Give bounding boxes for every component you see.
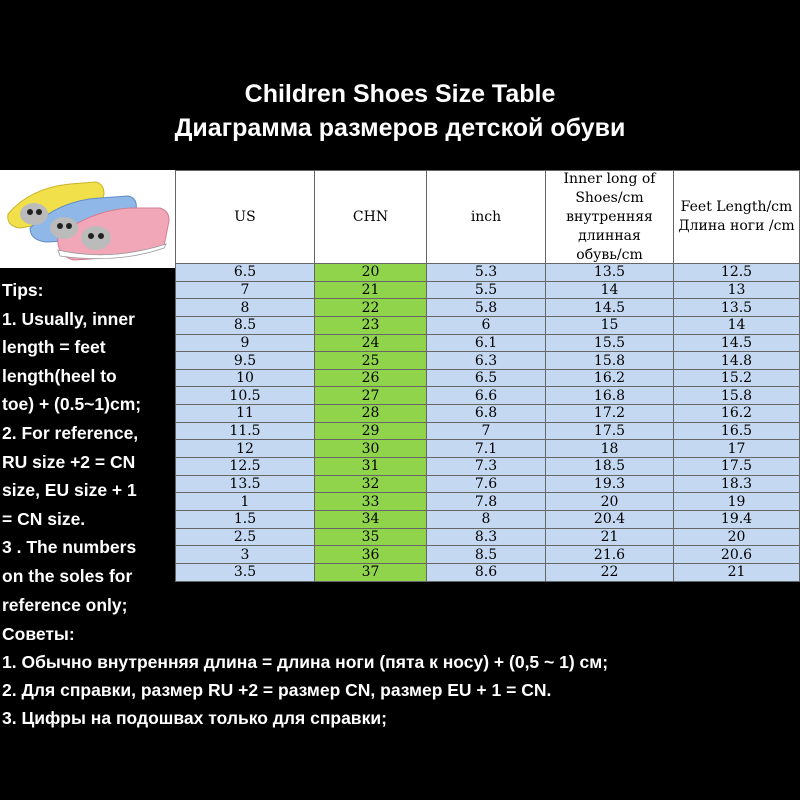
table-row (176, 440, 800, 458)
table-cell: 15.8 (546, 352, 674, 370)
tip-line: length(heel to (2, 365, 117, 386)
table-cell: 22 (315, 299, 427, 317)
table-cell: 23 (315, 317, 427, 335)
table-row (176, 299, 800, 317)
kids-shoes-photo (0, 170, 175, 268)
table-cell: 33 (315, 493, 427, 511)
table-cell: 8 (176, 299, 315, 317)
table-cell: 16.2 (546, 370, 674, 388)
table-row (176, 387, 800, 405)
table-cell: 16.5 (674, 423, 800, 441)
table-cell: 32 (315, 476, 427, 494)
table-row (176, 282, 800, 300)
table-cell: 12.5 (674, 264, 800, 282)
size-table (175, 170, 800, 582)
table-cell: 6.3 (427, 352, 546, 370)
table-cell: 35 (315, 529, 427, 547)
header-feet-length: Feet Length/cm Длина ноги /cm (674, 171, 800, 264)
table-row (176, 511, 800, 529)
table-cell: 7.8 (427, 493, 546, 511)
table-cell: 1 (176, 493, 315, 511)
table-cell: 28 (315, 405, 427, 423)
table-cell: 13.5 (674, 299, 800, 317)
table-cell: 18 (546, 440, 674, 458)
table-cell: 20 (315, 264, 427, 282)
tip-line: reference only; (2, 594, 128, 615)
tips-russian (2, 620, 798, 732)
table-cell: 2.5 (176, 529, 315, 547)
table-cell: 7.1 (427, 440, 546, 458)
tip-line: 1. Обычно внутренняя длина = длина ноги (пята к носу) + (0,5 ~ 1) см; (2, 652, 609, 672)
table-cell: 17 (674, 440, 800, 458)
table-cell: 15 (546, 317, 674, 335)
tips-english (2, 276, 174, 619)
table-cell: 20.6 (674, 546, 800, 564)
table-cell: 12 (176, 440, 315, 458)
table-cell: 21 (315, 282, 427, 300)
table-cell: 14.5 (546, 299, 674, 317)
tip-line: 3. Цифры на подошвах только для справки; (2, 708, 387, 728)
table-cell: 36 (315, 546, 427, 564)
table-cell: 20 (546, 493, 674, 511)
table-cell: 7.6 (427, 476, 546, 494)
table-cell: 21.6 (546, 546, 674, 564)
tip-line: 3 . The numbers (2, 537, 137, 558)
table-cell: 17.5 (546, 423, 674, 441)
table-row (176, 458, 800, 476)
table-cell: 9.5 (176, 352, 315, 370)
tip-line: 1. Usually, inner (2, 308, 135, 329)
table-row (176, 564, 800, 582)
table-cell: 12.5 (176, 458, 315, 476)
table-row (176, 493, 800, 511)
table-cell: 6.5 (427, 370, 546, 388)
table-cell: 3 (176, 546, 315, 564)
table-cell: 24 (315, 335, 427, 353)
header-inner-length: Inner long of Shoes/cm внутренняя длинная обувь/cm (546, 171, 674, 264)
table-cell: 11.5 (176, 423, 315, 441)
table-cell: 13 (674, 282, 800, 300)
tip-line: toe) + (0.5~1)cm; (2, 394, 142, 415)
table-cell: 19.4 (674, 511, 800, 529)
table-cell: 17.2 (546, 405, 674, 423)
table-cell: 31 (315, 458, 427, 476)
table-cell: 8.6 (427, 564, 546, 582)
table-cell: 6 (427, 317, 546, 335)
table-cell: 16.8 (546, 387, 674, 405)
table-cell: 5.8 (427, 299, 546, 317)
table-cell: 6.6 (427, 387, 546, 405)
table-cell: 6.8 (427, 405, 546, 423)
table-cell: 25 (315, 352, 427, 370)
table-cell: 15.2 (674, 370, 800, 388)
table-cell: 15.8 (674, 387, 800, 405)
table-row (176, 352, 800, 370)
table-cell: 14.8 (674, 352, 800, 370)
table-cell: 8.3 (427, 529, 546, 547)
table-row (176, 264, 800, 282)
shoes-illustration (0, 170, 175, 268)
table-cell: 5.5 (427, 282, 546, 300)
table-row (176, 423, 800, 441)
table-cell: 14 (674, 317, 800, 335)
table-cell: 21 (546, 529, 674, 547)
tip-line: size, EU size + 1 (2, 480, 137, 501)
table-cell: 13.5 (176, 476, 315, 494)
header-chn: CHN (315, 171, 427, 264)
table-row (176, 405, 800, 423)
table-cell: 18.5 (546, 458, 674, 476)
table-cell: 7 (427, 423, 546, 441)
table-cell: 11 (176, 405, 315, 423)
tip-line: 2. Для справки, размер RU +2 = размер CN, размер EU + 1 = CN. (2, 680, 552, 700)
tip-line: RU size +2 = CN (2, 451, 136, 472)
table-row (176, 370, 800, 388)
title-english: Children Shoes Size Table (244, 80, 556, 108)
header-inch: inch (427, 171, 546, 264)
table-cell: 19 (674, 493, 800, 511)
table-cell: 6.1 (427, 335, 546, 353)
table-header-row (176, 171, 800, 264)
table-cell: 1.5 (176, 511, 315, 529)
table-cell: 7 (176, 282, 315, 300)
table-cell: 26 (315, 370, 427, 388)
table-cell: 30 (315, 440, 427, 458)
table-cell: 19.3 (546, 476, 674, 494)
tip-line: length = feet (2, 337, 106, 358)
table-cell: 10.5 (176, 387, 315, 405)
table-row (176, 335, 800, 353)
table-cell: 20 (674, 529, 800, 547)
table-cell: 29 (315, 423, 427, 441)
tip-line: = CN size. (2, 508, 86, 529)
table-cell: 20.4 (546, 511, 674, 529)
tip-line: Tips: (2, 280, 44, 300)
table-cell: 10 (176, 370, 315, 388)
table-cell: 14.5 (674, 335, 800, 353)
table-cell: 8.5 (176, 317, 315, 335)
table-cell: 34 (315, 511, 427, 529)
table-cell: 21 (674, 564, 800, 582)
table-cell: 13.5 (546, 264, 674, 282)
tip-line: on the soles for (2, 565, 133, 586)
table-cell: 18.3 (674, 476, 800, 494)
table-cell: 27 (315, 387, 427, 405)
table-cell: 37 (315, 564, 427, 582)
header-us: US (176, 171, 315, 264)
table-cell: 6.5 (176, 264, 315, 282)
table-cell: 8 (427, 511, 546, 529)
table-cell: 22 (546, 564, 674, 582)
table-cell: 3.5 (176, 564, 315, 582)
table-cell: 8.5 (427, 546, 546, 564)
table-cell: 15.5 (546, 335, 674, 353)
tip-line: 2. For reference, (2, 422, 139, 443)
table-cell: 14 (546, 282, 674, 300)
tip-line: Советы: (2, 624, 75, 644)
table-cell: 16.2 (674, 405, 800, 423)
table-cell: 9 (176, 335, 315, 353)
table-row (176, 546, 800, 564)
table-cell: 7.3 (427, 458, 546, 476)
table-row (176, 317, 800, 335)
table-cell: 17.5 (674, 458, 800, 476)
table-body (176, 264, 800, 582)
title-russian: Диаграмма размеров детской обуви (174, 114, 626, 142)
table-row (176, 529, 800, 547)
table-cell: 5.3 (427, 264, 546, 282)
table-row (176, 476, 800, 494)
